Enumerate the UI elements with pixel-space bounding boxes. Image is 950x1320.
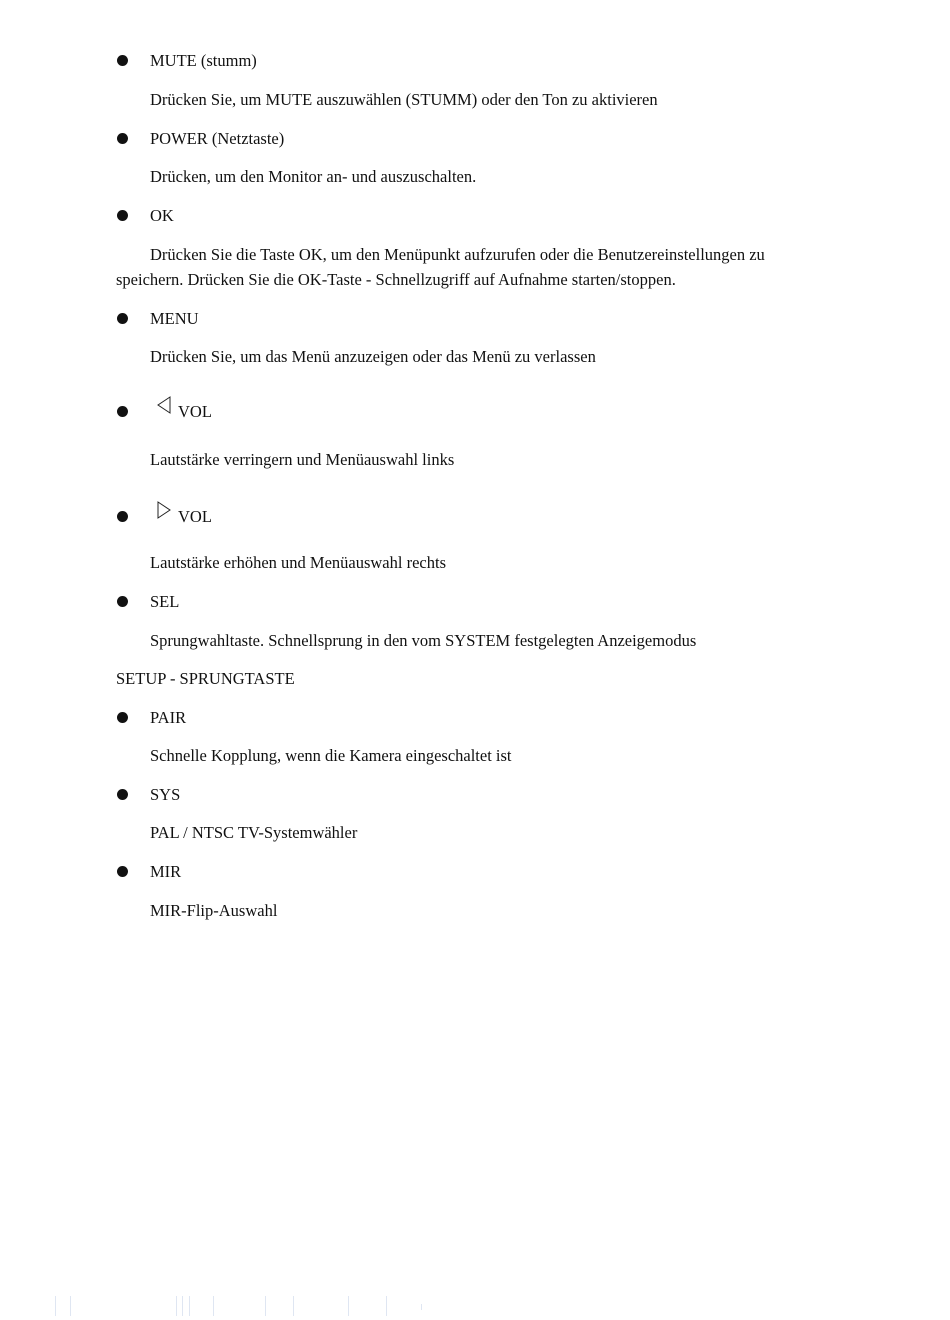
item-desc-mir: MIR-Flip-Auswahl: [150, 901, 278, 920]
bullet-icon: [117, 712, 128, 723]
item-desc-vol-down: Lautstärke verringern und Menüauswahl links: [150, 450, 455, 469]
item-title-menu: MENU: [150, 309, 199, 328]
item-title-ok: OK: [150, 206, 174, 225]
bullet-icon: [117, 406, 128, 417]
bullet-icon: [117, 789, 128, 800]
item-title-power: POWER (Netztaste): [150, 129, 285, 148]
item-title-mir: MIR: [150, 862, 182, 881]
item-title-vol-up: VOL: [178, 507, 212, 526]
item-desc-menu: Drücken Sie, um das Menü anzuzeigen oder das Menü zu verlassen: [150, 347, 596, 366]
item-title-pair: PAIR: [150, 708, 187, 727]
item-desc-pair: Schnelle Kopplung, wenn die Kamera eingeschaltet ist: [150, 746, 512, 765]
item-desc-sys: PAL / NTSC TV-Systemwähler: [150, 823, 358, 842]
triangle-left-icon: [156, 396, 172, 414]
bullet-icon: [117, 866, 128, 877]
item-title-sys: SYS: [150, 785, 181, 804]
bullet-icon: [117, 55, 128, 66]
triangle-right-icon: [156, 501, 172, 519]
item-desc-mute: Drücken Sie, um MUTE auszuwählen (STUMM) oder den Ton zu aktivieren: [150, 90, 658, 109]
bullet-icon: [117, 596, 128, 607]
item-desc-sel: Sprungwahltaste. Schnellsprung in den vom SYSTEM festgelegten Anzeigemodus: [150, 631, 697, 650]
bullet-icon: [117, 511, 128, 522]
item-title-vol-down: VOL: [178, 402, 212, 421]
item-title-sel: SEL: [150, 592, 180, 611]
bullet-icon: [117, 210, 128, 221]
bullet-icon: [117, 313, 128, 324]
item-desc-power: Drücken, um den Monitor an- und auszuschalten.: [150, 167, 477, 186]
item-title-mute: MUTE (stumm): [150, 51, 257, 70]
item-desc-vol-up: Lautstärke erhöhen und Menüauswahl rechts: [150, 553, 446, 572]
item-desc-ok: Drücken Sie die Taste OK, um den Menüpunkt aufzurufen oder die Benutzereinstellungen zu speichern. Drücken Sie die OK-Taste - Schnellzugriff auf Aufnahme starten/stoppen.: [116, 245, 765, 289]
bullet-icon: [117, 133, 128, 144]
section-heading: SETUP - SPRUNGTASTE: [116, 669, 295, 688]
